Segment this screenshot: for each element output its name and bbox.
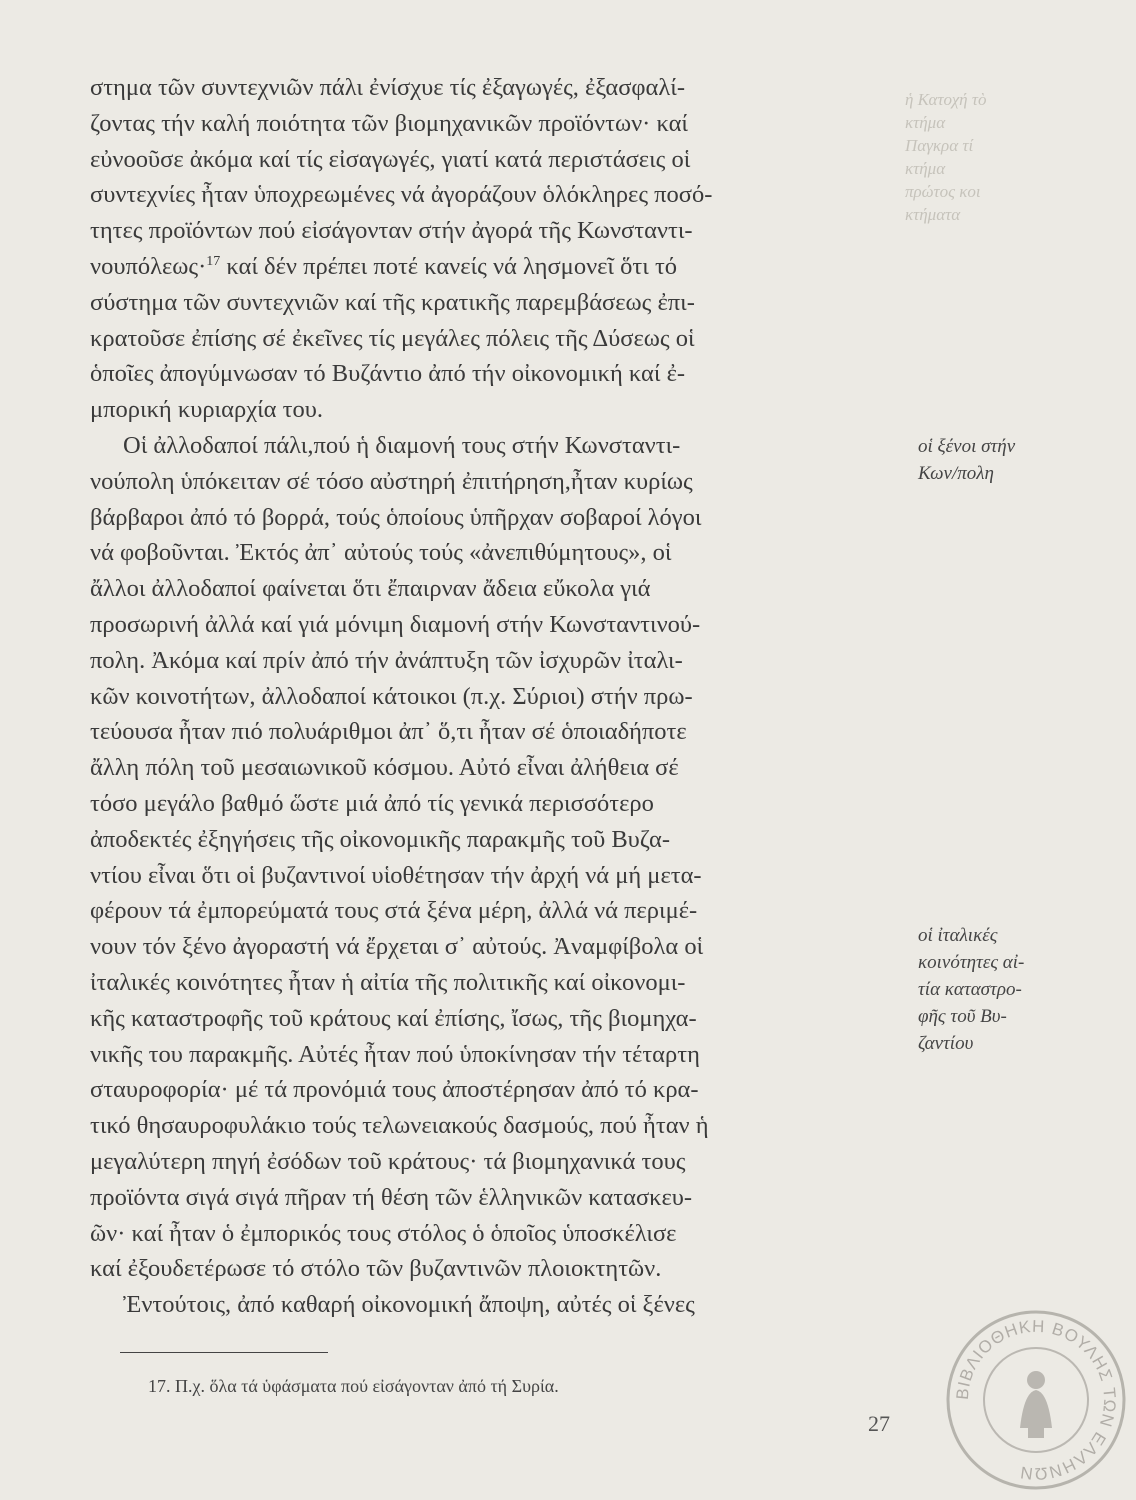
text-line-content: νουπόλεως· <box>90 252 207 280</box>
text-line <box>90 929 900 965</box>
text-line-content: ντίου εἶναι ὅτι οἱ βυζαντινοί υἱοθέτησαν τήν ἀρχή νά μή μετα- <box>90 861 702 889</box>
text-line <box>90 786 900 822</box>
text-line <box>90 1287 900 1323</box>
text-line-content: κῆς καταστροφῆς τοῦ κράτους καί ἐπίσης, ἴσως, τῆς βιομηχα- <box>90 1004 697 1032</box>
text-line-content: μεγαλύτερη πηγή ἐσόδων τοῦ κράτους· τά βιομηχανικά τους <box>90 1147 686 1175</box>
stamp-text: ΒΙΒΛΙΟΘΗΚΗ ΒΟΥΛΗΣ ΤΩΝ ΕΛΛΗΝΩΝ <box>952 1316 1120 1484</box>
margin-note-italian-communities <box>918 922 1083 1057</box>
text-line <box>90 535 900 571</box>
margin-note-line: οἱ ἰταλικές <box>918 925 998 946</box>
text-line-content: μπορική κυριαρχία του. <box>90 396 323 424</box>
text-line-content: ἀποδεκτές ἐξηγήσεις τῆς οἰκονομικῆς παρακμῆς τοῦ Βυζα- <box>90 825 671 853</box>
text-line-continuation: καί δέν πρέπει ποτέ κανείς νά λησμονεῖ ὅτι τό <box>220 252 678 280</box>
faint-line: πρώτος κοι <box>905 182 981 201</box>
text-line <box>90 321 900 357</box>
text-line <box>90 249 900 285</box>
stamp-figure <box>1020 1371 1052 1438</box>
text-line-content: Οἱ ἀλλοδαποί πάλι,πού ἡ διαμονή τους στήν Κωνσταντι- <box>123 431 681 459</box>
text-line <box>90 679 900 715</box>
library-stamp <box>936 1300 1136 1500</box>
text-line <box>90 1216 900 1252</box>
footnote-rule <box>120 1352 328 1353</box>
text-line-content: τόσο μεγάλο βαθμό ὥστε μιά ἀπό τίς γενικά περισσότερο <box>90 789 654 817</box>
text-line-content: τικό θησαυροφυλάκιο τούς τελωνειακούς δασμούς, πού ἦταν ἡ <box>90 1112 709 1140</box>
margin-note-line: κοινότητες αἰ- <box>918 952 1025 973</box>
margin-note-line: φῆς τοῦ Βυ- <box>918 1006 1007 1027</box>
text-line <box>90 965 900 1001</box>
text-line-content: προϊόντα σιγά σιγά πῆραν τή θέση τῶν ἑλληνικῶν κατασκευ- <box>90 1183 693 1211</box>
text-line <box>90 1037 900 1073</box>
text-line-content: ἄλλοι ἀλλοδαποί φαίνεται ὅτι ἔπαιρναν ἄδεια εὔκολα γιά <box>90 575 651 603</box>
text-line-content: τεύουσα ἦταν πιό πολυάριθμοι ἀπ᾿ ὅ,τι ἦταν σέ ὁποιαδήποτε <box>90 718 687 746</box>
text-line <box>90 356 900 392</box>
faint-line: Παγκρα τί <box>905 136 974 155</box>
page-number: 27 <box>868 1411 890 1436</box>
text-line <box>90 1001 900 1037</box>
text-line <box>90 285 900 321</box>
text-line <box>90 1108 900 1144</box>
text-line <box>90 142 900 178</box>
faint-line: ἡ Κατοχή τὸ <box>905 90 987 109</box>
text-line-content: ῶν· καί ἦταν ὁ ἐμπορικός τους στόλος ὁ ὁποῖος ὑποσκέλισε <box>90 1219 677 1247</box>
text-line-content: Ἐντούτοις, ἀπό καθαρή οἰκονομική ἄποψη, αὐτές οἱ ξένες <box>123 1291 695 1319</box>
text-line-content: ζοντας τήν καλή ποιότητα τῶν βιομηχανικῶν προϊόντων· καί <box>90 109 689 137</box>
text-line-content: καί ἐξουδετέρωσε τό στόλο τῶν βυζαντινῶν πλοιοκτητῶν. <box>90 1255 662 1283</box>
faint-line: κτήματα <box>905 205 961 224</box>
text-line-content: πολη. Ἀκόμα καί πρίν ἀπό τήν ἀνάπτυξη τῶν ἰσχυρῶν ἰταλι- <box>90 646 683 674</box>
margin-note-line: Κων/πολη <box>918 463 994 484</box>
text-line-content: τητες προϊόντων πού εἰσάγονταν στήν ἀγορά τῆς Κωνσταντι- <box>90 217 693 245</box>
faint-line: κτήμα <box>905 159 946 178</box>
margin-note-line: ζαντίου <box>918 1033 974 1054</box>
text-line-content: στημα τῶν συντεχνιῶν πάλι ἐνίσχυε τίς ἐξαγωγές, ἐξασφαλί- <box>90 74 686 101</box>
text-line <box>90 822 900 858</box>
text-line <box>90 1180 900 1216</box>
text-line-content: νούπολη ὑπόκειταν σέ τόσο αὐστηρή ἐπιτήρηση,ἦταν κυρίως <box>90 467 693 495</box>
text-line <box>90 643 900 679</box>
text-line <box>90 177 900 213</box>
text-line <box>90 392 900 428</box>
text-line <box>90 571 900 607</box>
text-line <box>90 464 900 500</box>
text-line-content: ἄλλη πόλη τοῦ μεσαιωνικοῦ κόσμου. Αὐτό εἶναι ἀλήθεια σέ <box>90 754 679 782</box>
text-line <box>90 858 900 894</box>
text-line <box>90 1144 900 1180</box>
text-line <box>90 213 900 249</box>
text-line-content: νά φοβοῦνται. Ἐκτός ἀπ᾿ αὐτούς τούς «ἀνεπιθύμητους», οἱ <box>90 539 672 567</box>
text-line <box>90 750 900 786</box>
text-line-content: κῶν κοινοτήτων, ἀλλοδαποί κάτοικοι (π.χ. Σύριοι) στήν πρω- <box>90 682 693 710</box>
text-line <box>90 1251 900 1287</box>
margin-note-foreigners <box>918 433 1083 487</box>
faint-bleed-through-margin <box>905 88 1075 226</box>
text-line-content: ἰταλικές κοινότητες ἦταν ἡ αἰτία τῆς πολιτικῆς καί οἰκονομι- <box>90 968 686 996</box>
text-line-content: εὐνοοῦσε ἀκόμα καί τίς εἰσαγωγές, γιατί κατά περιστάσεις οἱ <box>90 145 691 173</box>
text-line-content: σταυροφορία· μέ τά προνόμιά τους ἀποστέρησαν ἀπό τό κρα- <box>90 1076 699 1104</box>
text-line-content: νουν τόν ξένο ἀγοραστή νά ἔρχεται σ᾿ αὐτούς. Ἀναμφίβολα οἱ <box>90 933 704 961</box>
margin-note-line: τία καταστρο- <box>918 979 1022 1000</box>
text-line-content: φέρουν τά ἐμπορεύματά τους στά ξένα μέρη, ἀλλά νά περιμέ- <box>90 897 698 925</box>
text-line <box>90 714 900 750</box>
text-line-content: σύστημα τῶν συντεχνιῶν καί τῆς κρατικῆς παρεμβάσεως ἐπι- <box>90 288 695 316</box>
text-line <box>90 607 900 643</box>
text-line <box>90 893 900 929</box>
text-line <box>90 106 900 142</box>
text-line <box>90 500 900 536</box>
text-line-content: συντεχνίες ἦταν ὑποχρεωμένες νά ἀγοράζουν ὁλόκληρες ποσό- <box>90 181 713 209</box>
text-line <box>90 428 900 464</box>
text-line-content: νικῆς του παρακμῆς. Αὐτές ἦταν πού ὑποκίνησαν τήν τέταρτη <box>90 1040 700 1068</box>
text-line <box>90 1072 900 1108</box>
text-line <box>90 70 900 106</box>
margin-note-line: οἱ ξένοι στήν <box>918 436 1016 457</box>
text-line-content: κρατοῦσε ἐπίσης σέ ἐκεῖνες τίς μεγάλες πόλεις τῆς Δύσεως οἱ <box>90 324 695 352</box>
text-line-content: βάρβαροι ἀπό τό βορρά, τούς ὁποίους ὑπῆρχαν σοβαροί λόγοι <box>90 503 702 531</box>
faint-line: κτήμα <box>905 113 946 132</box>
footnote: 17. Π.χ. ὅλα τά ὑφάσματα πού εἰσάγονταν ἀπό τή Συρία. <box>148 1376 559 1396</box>
main-text-column <box>90 70 900 1323</box>
text-line-content: ὁποῖες ἀπογύμνωσαν τό Βυζάντιο ἀπό τήν οἰκονομική καί ἐ- <box>90 360 686 388</box>
text-line-content: προσωρινή ἀλλά καί γιά μόνιμη διαμονή στήν Κωνσταντινού- <box>90 610 701 638</box>
footnote-marker: 17 <box>206 253 221 269</box>
